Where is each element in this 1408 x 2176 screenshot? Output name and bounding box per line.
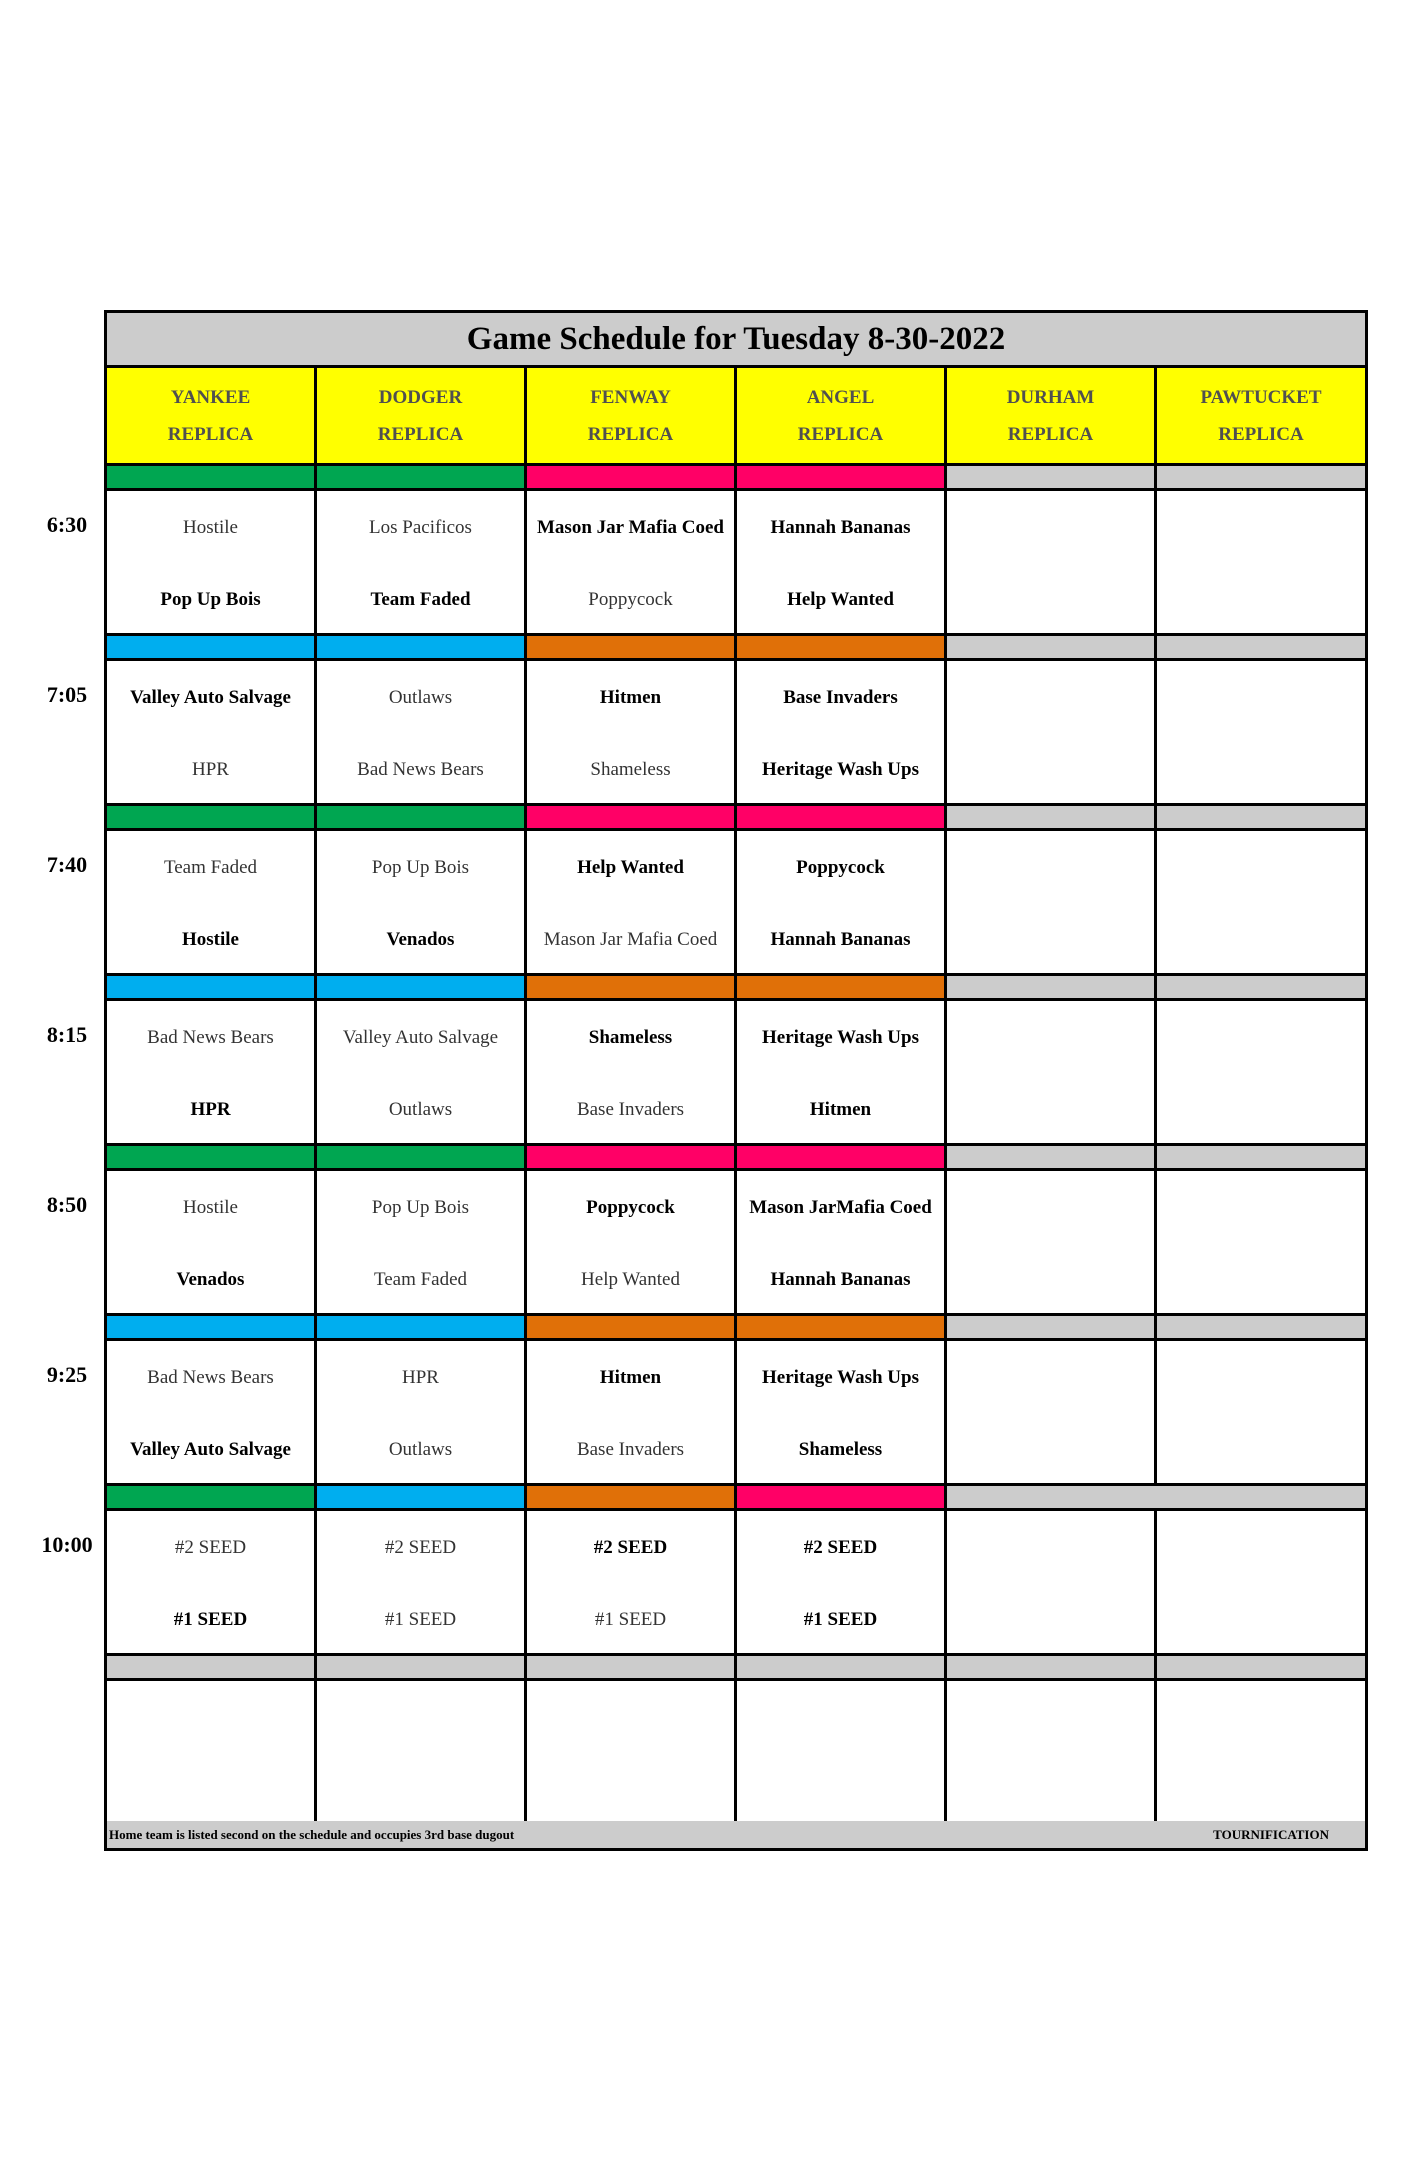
color-bar bbox=[737, 466, 947, 491]
game-slot-row bbox=[107, 661, 1365, 806]
away-team: Mason Jar Mafia Coed bbox=[537, 517, 724, 538]
game-cell bbox=[317, 1341, 527, 1486]
game-cell bbox=[107, 491, 317, 636]
field-type: REPLICA bbox=[167, 423, 254, 445]
empty-cell bbox=[1157, 831, 1365, 976]
color-bar bbox=[1157, 1656, 1365, 1681]
away-team: #2 SEED bbox=[593, 1537, 668, 1558]
game-cell bbox=[737, 831, 947, 976]
home-team: #1 SEED bbox=[173, 1609, 248, 1630]
away-team: Outlaws bbox=[388, 687, 453, 708]
field-name: PAWTUCKET bbox=[1200, 386, 1322, 408]
color-bar bbox=[107, 466, 317, 491]
game-slot-row bbox=[107, 1341, 1365, 1486]
away-team: Hitmen bbox=[599, 687, 662, 708]
color-bar bbox=[527, 1656, 737, 1681]
time-label: 8:50 bbox=[46, 1192, 88, 1217]
away-team: Hannah Bananas bbox=[770, 517, 911, 538]
field-header-fenway bbox=[527, 368, 737, 466]
color-bar-row bbox=[107, 1146, 1365, 1171]
game-cell bbox=[527, 831, 737, 976]
away-team: HPR bbox=[402, 1367, 439, 1388]
color-bar bbox=[317, 1486, 527, 1511]
home-team: Pop Up Bois bbox=[160, 589, 261, 610]
empty-cell bbox=[947, 831, 1157, 976]
game-cell bbox=[527, 491, 737, 636]
color-bar bbox=[947, 1656, 1157, 1681]
color-bar bbox=[947, 466, 1157, 491]
home-team: Hannah Bananas bbox=[770, 1269, 911, 1290]
game-cell bbox=[527, 1171, 737, 1316]
time-label: 8:15 bbox=[46, 1022, 88, 1047]
home-team: Shameless bbox=[798, 1439, 883, 1460]
home-team: Hannah Bananas bbox=[770, 929, 911, 950]
field-header-dodger bbox=[317, 368, 527, 466]
field-header-yankee bbox=[107, 368, 317, 466]
color-bar bbox=[317, 1656, 527, 1681]
color-bar bbox=[107, 976, 317, 1001]
field-header-angel bbox=[737, 368, 947, 466]
color-bar-row bbox=[107, 1656, 1365, 1681]
away-team: Bad News Bears bbox=[147, 1367, 274, 1388]
color-bar-row bbox=[107, 806, 1365, 831]
field-type: REPLICA bbox=[377, 423, 464, 445]
home-team: Hitmen bbox=[809, 1099, 872, 1120]
home-team: Team Faded bbox=[370, 589, 471, 610]
color-bar bbox=[947, 806, 1157, 831]
empty-cell bbox=[947, 1171, 1157, 1316]
color-bar bbox=[527, 466, 737, 491]
field-name: YANKEE bbox=[170, 386, 251, 408]
game-cell bbox=[737, 1341, 947, 1486]
empty-cell bbox=[737, 1681, 947, 1826]
game-cell bbox=[317, 1171, 527, 1316]
color-bar bbox=[737, 806, 947, 831]
home-team: #1 SEED bbox=[594, 1609, 667, 1630]
color-bar bbox=[1157, 466, 1365, 491]
away-team: Pop Up Bois bbox=[371, 857, 470, 878]
color-bar-row bbox=[107, 1316, 1365, 1341]
time-label: 7:05 bbox=[46, 682, 88, 707]
color-bar bbox=[737, 976, 947, 1001]
home-team: Hostile bbox=[182, 929, 239, 950]
away-team: #2 SEED bbox=[803, 1537, 878, 1558]
color-bar bbox=[947, 976, 1157, 1001]
color-bar-row bbox=[107, 976, 1365, 1001]
color-bar bbox=[527, 1316, 737, 1341]
away-team: Heritage Wash Ups bbox=[762, 1367, 919, 1388]
away-team: Heritage Wash Ups bbox=[762, 1027, 919, 1048]
game-cell bbox=[527, 1001, 737, 1146]
color-bar bbox=[107, 1486, 317, 1511]
time-label: 10:00 bbox=[41, 1532, 93, 1557]
color-bar bbox=[737, 1146, 947, 1171]
empty-cell bbox=[1157, 661, 1365, 806]
color-bar bbox=[1157, 976, 1365, 1001]
field-type: REPLICA bbox=[1218, 423, 1304, 445]
empty-cell bbox=[947, 661, 1157, 806]
color-bar bbox=[107, 1316, 317, 1341]
home-team: Shameless bbox=[590, 759, 671, 780]
game-cell bbox=[527, 1511, 737, 1656]
game-cell bbox=[737, 661, 947, 806]
home-team: Mason Jar Mafia Coed bbox=[543, 929, 718, 950]
color-bar bbox=[737, 1486, 947, 1511]
away-team: #2 SEED bbox=[384, 1537, 457, 1558]
game-cell bbox=[527, 1341, 737, 1486]
away-team: Hostile bbox=[183, 517, 238, 538]
home-team: Heritage Wash Ups bbox=[762, 759, 919, 780]
empty-cell bbox=[1157, 1681, 1365, 1826]
game-cell bbox=[107, 1511, 317, 1656]
color-bar bbox=[317, 1146, 527, 1171]
schedule-title: Game Schedule for Tuesday 8-30-2022 bbox=[107, 313, 1365, 368]
color-bar bbox=[1157, 806, 1365, 831]
empty-cell bbox=[107, 1681, 317, 1826]
color-bar-row bbox=[107, 1486, 1365, 1511]
color-bar bbox=[527, 636, 737, 661]
away-team: Pop Up Bois bbox=[371, 1197, 470, 1218]
home-team: Venados bbox=[176, 1269, 245, 1290]
home-team: Team Faded bbox=[373, 1269, 468, 1290]
home-team: HPR bbox=[192, 759, 229, 780]
game-slot-row bbox=[107, 831, 1365, 976]
home-team: Poppycock bbox=[588, 589, 673, 610]
field-name: FENWAY bbox=[590, 386, 671, 408]
game-cell bbox=[527, 661, 737, 806]
empty-cell bbox=[947, 1341, 1157, 1486]
away-team: Shameless bbox=[588, 1027, 673, 1048]
time-label: 7:40 bbox=[46, 852, 88, 877]
empty-cell bbox=[1157, 1511, 1365, 1656]
footer-bar bbox=[107, 1821, 1365, 1848]
footer-brand: TOURNIFICATION bbox=[1213, 1826, 1329, 1842]
field-header-pawtucket bbox=[1157, 368, 1365, 466]
color-bar bbox=[107, 636, 317, 661]
game-cell bbox=[107, 1171, 317, 1316]
time-label: 6:30 bbox=[46, 512, 88, 537]
away-team: Bad News Bears bbox=[147, 1027, 274, 1048]
field-type: REPLICA bbox=[587, 423, 674, 445]
color-bar bbox=[1157, 1146, 1365, 1171]
empty-cell bbox=[947, 491, 1157, 636]
color-bar bbox=[947, 636, 1157, 661]
color-bar bbox=[737, 636, 947, 661]
field-name: DODGER bbox=[378, 386, 463, 408]
color-bar bbox=[1157, 1316, 1365, 1341]
home-team: Base Invaders bbox=[576, 1439, 685, 1460]
game-cell bbox=[737, 1171, 947, 1316]
empty-cell bbox=[947, 1001, 1157, 1146]
schedule-table bbox=[104, 310, 1368, 1851]
game-cell bbox=[317, 1001, 527, 1146]
home-team: Bad News Bears bbox=[357, 759, 484, 780]
color-bar bbox=[1157, 636, 1365, 661]
away-team: Mason JarMafia Coed bbox=[749, 1197, 932, 1218]
time-label: 9:25 bbox=[46, 1362, 88, 1387]
footer-note: Home team is listed second on the schedule and occupies 3rd base dugout bbox=[109, 1826, 515, 1842]
color-bar bbox=[527, 1146, 737, 1171]
home-team: Outlaws bbox=[388, 1439, 453, 1460]
game-cell bbox=[317, 491, 527, 636]
empty-cell bbox=[1157, 1171, 1365, 1316]
away-team: Hitmen bbox=[599, 1367, 662, 1388]
away-team: Valley Auto Salvage bbox=[342, 1027, 499, 1048]
color-bar bbox=[107, 1656, 317, 1681]
home-team: Valley Auto Salvage bbox=[130, 1439, 291, 1460]
game-cell bbox=[107, 831, 317, 976]
away-team: Hostile bbox=[183, 1197, 238, 1218]
home-team: Base Invaders bbox=[576, 1099, 685, 1120]
color-bar bbox=[737, 1656, 947, 1681]
game-cell bbox=[317, 661, 527, 806]
home-team: #1 SEED bbox=[803, 1609, 878, 1630]
empty-cell bbox=[947, 1511, 1157, 1656]
color-bar bbox=[317, 636, 527, 661]
home-team: #1 SEED bbox=[384, 1609, 457, 1630]
color-bar bbox=[527, 976, 737, 1001]
game-cell bbox=[107, 1341, 317, 1486]
game-cell bbox=[107, 661, 317, 806]
game-cell bbox=[737, 1511, 947, 1656]
color-bar bbox=[317, 466, 527, 491]
home-team: Venados bbox=[386, 929, 455, 950]
empty-slot-row bbox=[107, 1681, 1365, 1826]
field-type: REPLICA bbox=[797, 423, 884, 445]
color-bar bbox=[527, 806, 737, 831]
game-slot-row bbox=[107, 1171, 1365, 1316]
away-team: Base Invaders bbox=[783, 687, 898, 708]
field-name: ANGEL bbox=[806, 386, 875, 408]
away-team: Help Wanted bbox=[577, 857, 684, 878]
game-cell bbox=[317, 831, 527, 976]
game-slot-row bbox=[107, 491, 1365, 636]
color-bar bbox=[947, 1146, 1157, 1171]
empty-cell bbox=[527, 1681, 737, 1826]
game-cell bbox=[737, 491, 947, 636]
empty-cell bbox=[1157, 1001, 1365, 1146]
away-team: Los Pacificos bbox=[369, 517, 472, 538]
color-bar-row bbox=[107, 636, 1365, 661]
game-slot-row bbox=[107, 1511, 1365, 1656]
empty-cell bbox=[1157, 491, 1365, 636]
color-bar bbox=[317, 1316, 527, 1341]
empty-cell bbox=[947, 1681, 1157, 1826]
game-slot-row bbox=[107, 1001, 1365, 1146]
home-team: Help Wanted bbox=[581, 1269, 680, 1290]
color-bar bbox=[527, 1486, 737, 1511]
color-bar bbox=[317, 806, 527, 831]
game-cell bbox=[317, 1511, 527, 1656]
field-header-durham bbox=[947, 368, 1157, 466]
home-team: Outlaws bbox=[388, 1099, 453, 1120]
away-team: Team Faded bbox=[163, 857, 258, 878]
away-team: Valley Auto Salvage bbox=[130, 687, 291, 708]
field-type: REPLICA bbox=[1007, 423, 1094, 445]
color-bar-row bbox=[107, 466, 1365, 491]
color-bar bbox=[947, 1316, 1157, 1341]
color-bar bbox=[737, 1316, 947, 1341]
home-team: Help Wanted bbox=[787, 589, 894, 610]
home-team: HPR bbox=[190, 1099, 231, 1120]
game-cell bbox=[737, 1001, 947, 1146]
away-team: #2 SEED bbox=[174, 1537, 247, 1558]
empty-cell bbox=[317, 1681, 527, 1826]
color-bar bbox=[107, 1146, 317, 1171]
field-header-row bbox=[107, 368, 1365, 466]
color-bar bbox=[317, 976, 527, 1001]
away-team: Poppycock bbox=[796, 857, 885, 878]
color-bar bbox=[107, 806, 317, 831]
empty-cell bbox=[1157, 1341, 1365, 1486]
away-team: Poppycock bbox=[586, 1197, 675, 1218]
color-bar bbox=[947, 1486, 1365, 1511]
field-name: DURHAM bbox=[1006, 386, 1095, 408]
game-cell bbox=[107, 1001, 317, 1146]
